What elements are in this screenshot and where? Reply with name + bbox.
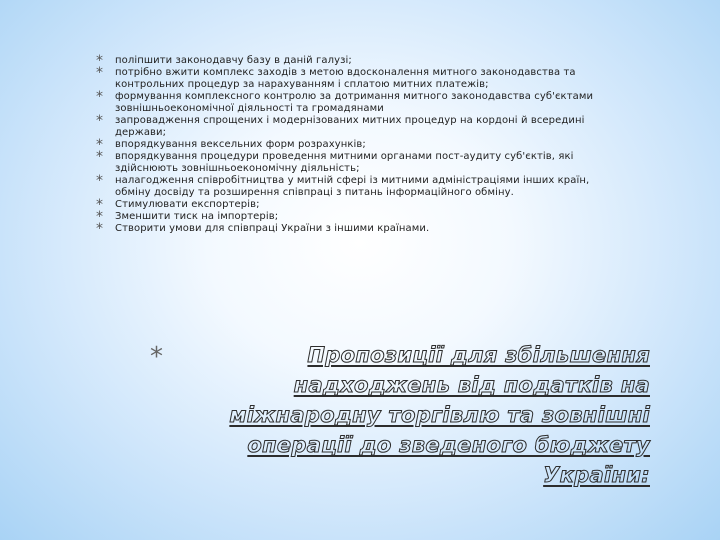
list-item [96, 139, 616, 151]
bullet-icon: * [96, 65, 104, 81]
bullet-icon: * [96, 53, 104, 69]
bullet-icon: * [96, 197, 104, 213]
list-item-text: Стимулювати експортерів; [115, 199, 260, 210]
section-heading: Пропозиції для збільшення надходжень від податків на міжнародну торгівлю та зовнішні операції до зведеного бюджету України: [229, 343, 650, 487]
list-item-text: формування комплексного контролю за дотримання митного законодавства суб'єктами зовнішньоекономічної діяльності та громадянами [115, 91, 594, 114]
list-item-text: поліпшити законодавчу базу в даній галузі; [115, 55, 352, 66]
heading-bullet-icon: * [150, 342, 163, 372]
bullet-icon: * [96, 209, 104, 225]
bullet-icon: * [96, 89, 104, 105]
list-item [96, 151, 616, 175]
list-item [96, 91, 616, 115]
list-item [96, 115, 616, 139]
list-item-text: Зменшити тиск на імпортерів; [115, 211, 279, 222]
heading-block [150, 340, 650, 490]
list-item-text: Створити умови для співпраці України з іншими країнами. [115, 223, 430, 234]
list-item-text: впорядкування процедури проведення митними органами пост-аудиту суб'єктів, які здійснюють зовнішньоекономічну діяльність; [115, 151, 574, 174]
list-item-text: впорядкування вексельних форм розрахунків; [115, 139, 366, 150]
list-item-text: потрібно вжити комплекс заходів з метою вдосконалення митного законодавства та контрольних процедур за нарахуванням і сплатою митних платежів; [115, 67, 576, 90]
bullet-icon: * [96, 113, 104, 129]
list-item-text: налагодження співробітництва у митній сфері із митними адміністраціями інших країн, обміну досвіду та розширення співпраці з питань інформаційного обміну. [115, 175, 590, 198]
list-item-text: запровадження спрощених і модернізованих митних процедур на кордоні й всередині держави; [115, 115, 585, 138]
list-item [96, 223, 616, 235]
list-item [96, 55, 616, 67]
list-item [96, 67, 616, 91]
bullet-icon: * [96, 221, 104, 237]
list-item [96, 211, 616, 223]
list-item [96, 175, 616, 199]
bullet-icon: * [96, 137, 104, 153]
bullet-icon: * [96, 173, 104, 189]
bullet-icon: * [96, 149, 104, 165]
list-item [96, 199, 616, 211]
proposal-bullet-list [96, 55, 616, 235]
